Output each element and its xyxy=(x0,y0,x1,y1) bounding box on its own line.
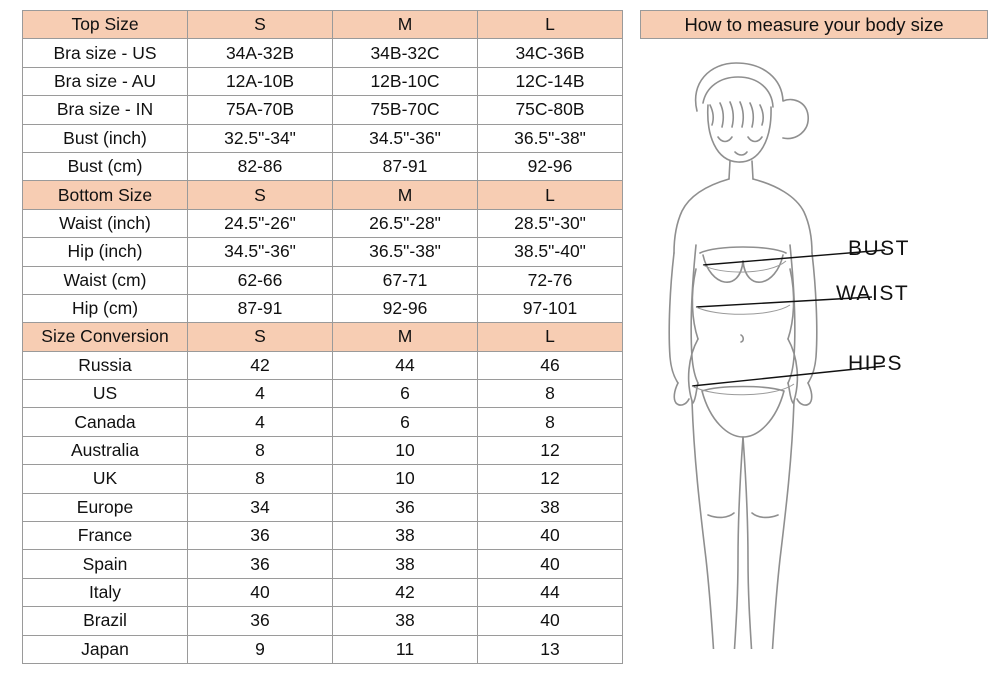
row-label: Hip (inch) xyxy=(23,238,188,266)
row-value: 67-71 xyxy=(333,266,478,294)
table-row xyxy=(23,266,623,294)
row-value: 6 xyxy=(333,380,478,408)
row-value: 34 xyxy=(188,493,333,521)
size-table-body xyxy=(23,11,623,664)
row-value: 72-76 xyxy=(478,266,623,294)
table-row xyxy=(23,578,623,606)
row-value: 34.5"-36" xyxy=(188,238,333,266)
row-label: UK xyxy=(23,465,188,493)
bust-label: BUST xyxy=(848,237,911,260)
row-value: 40 xyxy=(188,578,333,606)
row-value: 38 xyxy=(333,550,478,578)
row-value: 36 xyxy=(188,550,333,578)
header-cell: L xyxy=(478,11,623,39)
table-row xyxy=(23,436,623,464)
table-row xyxy=(23,96,623,124)
row-value: 38.5"-40" xyxy=(478,238,623,266)
table-row xyxy=(23,550,623,578)
row-value: 34.5"-36" xyxy=(333,124,478,152)
row-label: Europe xyxy=(23,493,188,521)
row-value: 10 xyxy=(333,465,478,493)
row-value: 38 xyxy=(333,522,478,550)
row-value: 8 xyxy=(478,380,623,408)
row-value: 38 xyxy=(333,607,478,635)
table-row xyxy=(23,493,623,521)
row-value: 75B-70C xyxy=(333,96,478,124)
table-row xyxy=(23,607,623,635)
row-value: 34A-32B xyxy=(188,39,333,67)
row-value: 13 xyxy=(478,635,623,663)
table-row xyxy=(23,465,623,493)
row-label: Spain xyxy=(23,550,188,578)
row-value: 9 xyxy=(188,635,333,663)
header-cell: Bottom Size xyxy=(23,181,188,209)
row-value: 36 xyxy=(333,493,478,521)
row-label: Bra size - US xyxy=(23,39,188,67)
header-cell: S xyxy=(188,11,333,39)
row-value: 12B-10C xyxy=(333,67,478,95)
row-value: 36 xyxy=(188,607,333,635)
row-value: 4 xyxy=(188,380,333,408)
row-value: 32.5"-34" xyxy=(188,124,333,152)
row-value: 75A-70B xyxy=(188,96,333,124)
row-value: 26.5"-28" xyxy=(333,209,478,237)
table-row xyxy=(23,152,623,180)
row-value: 92-96 xyxy=(478,152,623,180)
row-label: Australia xyxy=(23,436,188,464)
row-value: 34C-36B xyxy=(478,39,623,67)
measure-title: How to measure your body size xyxy=(640,10,988,39)
table-row xyxy=(23,294,623,322)
row-value: 11 xyxy=(333,635,478,663)
table-header-row xyxy=(23,323,623,351)
row-label: Canada xyxy=(23,408,188,436)
row-value: 92-96 xyxy=(333,294,478,322)
header-cell: Size Conversion xyxy=(23,323,188,351)
header-cell: M xyxy=(333,323,478,351)
row-value: 12C-14B xyxy=(478,67,623,95)
table-row xyxy=(23,351,623,379)
row-value: 12 xyxy=(478,465,623,493)
row-value: 40 xyxy=(478,550,623,578)
table-header-row xyxy=(23,11,623,39)
row-label: Waist (cm) xyxy=(23,266,188,294)
row-value: 36.5"-38" xyxy=(478,124,623,152)
row-value: 97-101 xyxy=(478,294,623,322)
row-label: Bust (inch) xyxy=(23,124,188,152)
table-row xyxy=(23,408,623,436)
row-value: 75C-80B xyxy=(478,96,623,124)
row-value: 24.5"-26" xyxy=(188,209,333,237)
row-label: France xyxy=(23,522,188,550)
row-label: Brazil xyxy=(23,607,188,635)
body-figure-area xyxy=(640,39,988,649)
row-value: 82-86 xyxy=(188,152,333,180)
table-row xyxy=(23,39,623,67)
row-label: Bra size - AU xyxy=(23,67,188,95)
row-value: 44 xyxy=(478,578,623,606)
waist-label: WAIST xyxy=(836,282,910,305)
female-body-figure-icon xyxy=(640,39,990,649)
header-cell: L xyxy=(478,323,623,351)
table-row xyxy=(23,522,623,550)
row-value: 12 xyxy=(478,436,623,464)
row-value: 36 xyxy=(188,522,333,550)
row-label: Japan xyxy=(23,635,188,663)
row-label: Hip (cm) xyxy=(23,294,188,322)
header-cell: M xyxy=(333,181,478,209)
row-value: 34B-32C xyxy=(333,39,478,67)
row-label: Italy xyxy=(23,578,188,606)
row-label: US xyxy=(23,380,188,408)
row-value: 87-91 xyxy=(333,152,478,180)
row-value: 8 xyxy=(188,465,333,493)
row-value: 87-91 xyxy=(188,294,333,322)
row-label: Bust (cm) xyxy=(23,152,188,180)
row-value: 8 xyxy=(188,436,333,464)
row-label: Bra size - IN xyxy=(23,96,188,124)
row-value: 42 xyxy=(188,351,333,379)
row-value: 28.5"-30" xyxy=(478,209,623,237)
table-row xyxy=(23,380,623,408)
header-cell: S xyxy=(188,323,333,351)
row-value: 42 xyxy=(333,578,478,606)
table-row xyxy=(23,209,623,237)
hips-label: HIPS xyxy=(848,352,904,375)
row-value: 36.5"-38" xyxy=(333,238,478,266)
row-value: 38 xyxy=(478,493,623,521)
row-label: Russia xyxy=(23,351,188,379)
measure-panel xyxy=(640,10,988,672)
row-value: 40 xyxy=(478,522,623,550)
row-value: 46 xyxy=(478,351,623,379)
row-value: 12A-10B xyxy=(188,67,333,95)
row-value: 4 xyxy=(188,408,333,436)
header-cell: M xyxy=(333,11,478,39)
header-cell: S xyxy=(188,181,333,209)
row-value: 8 xyxy=(478,408,623,436)
row-label: Waist (inch) xyxy=(23,209,188,237)
row-value: 40 xyxy=(478,607,623,635)
row-value: 44 xyxy=(333,351,478,379)
header-cell: L xyxy=(478,181,623,209)
table-row xyxy=(23,67,623,95)
table-row xyxy=(23,635,623,663)
size-table-container xyxy=(22,10,622,672)
header-cell: Top Size xyxy=(23,11,188,39)
size-table xyxy=(22,10,623,664)
table-header-row xyxy=(23,181,623,209)
row-value: 62-66 xyxy=(188,266,333,294)
row-value: 10 xyxy=(333,436,478,464)
row-value: 6 xyxy=(333,408,478,436)
table-row xyxy=(23,238,623,266)
table-row xyxy=(23,124,623,152)
